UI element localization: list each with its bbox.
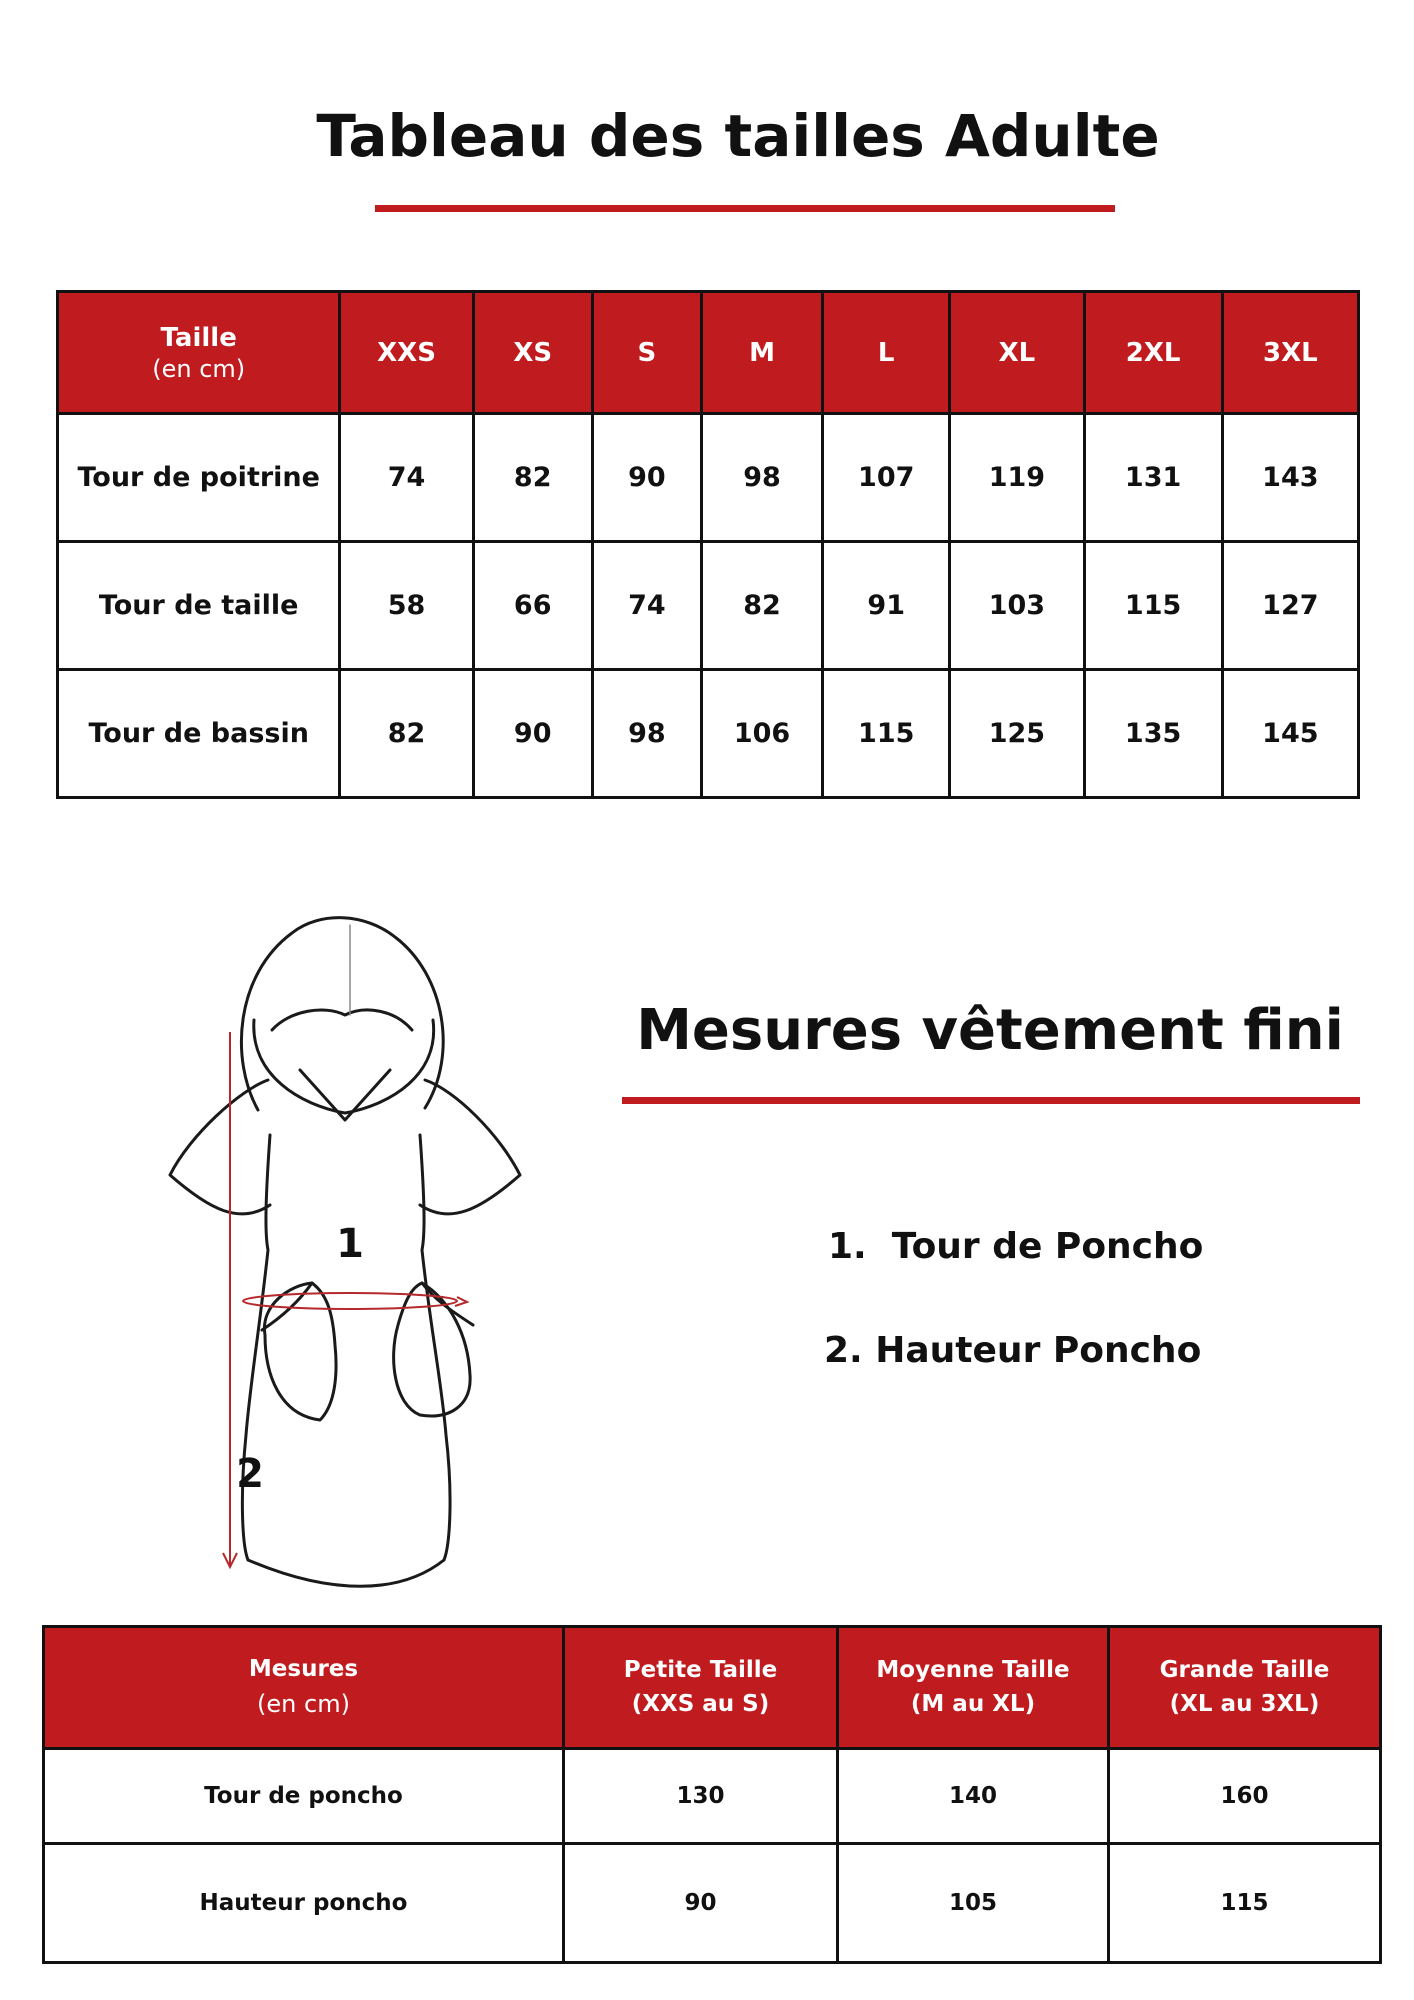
poncho-illustration-icon — [150, 905, 590, 1595]
table-cell: 90 — [592, 414, 701, 542]
header-column-range: (XXS au S) — [631, 1690, 770, 1717]
row-label: Tour de poncho — [44, 1749, 564, 1844]
table-cell: 105 — [838, 1844, 1109, 1963]
header-taille — [58, 292, 340, 414]
row-label: Tour de bassin — [58, 670, 340, 798]
table-cell: 135 — [1084, 670, 1222, 798]
page-title: Tableau des tailles Adulte — [316, 102, 1160, 170]
table-cell: 90 — [473, 670, 592, 798]
table-row — [58, 542, 1359, 670]
table-cell: 127 — [1222, 542, 1358, 670]
table-cell: 115 — [823, 670, 950, 798]
table-cell: 143 — [1222, 414, 1358, 542]
table-row — [44, 1844, 1381, 1963]
header-size: L — [823, 292, 950, 414]
table-cell: 74 — [340, 414, 473, 542]
table-cell: 107 — [823, 414, 950, 542]
size-chart-table — [56, 290, 1360, 799]
figure-label-1: 1 — [336, 1221, 364, 1267]
row-label: Hauteur poncho — [44, 1844, 564, 1963]
table-cell: 106 — [701, 670, 822, 798]
table-cell: 130 — [564, 1749, 838, 1844]
header-size: XXS — [340, 292, 473, 414]
table-cell: 131 — [1084, 414, 1222, 542]
header-size: M — [701, 292, 822, 414]
table-cell: 125 — [950, 670, 1084, 798]
header-column-range: (XL au 3XL) — [1169, 1690, 1320, 1717]
table-cell: 82 — [340, 670, 473, 798]
table-cell: 82 — [701, 542, 822, 670]
table-header-row — [58, 292, 1359, 414]
header-size: S — [592, 292, 701, 414]
table-row — [44, 1749, 1381, 1844]
row-label: Tour de taille — [58, 542, 340, 670]
poncho-measures-table — [42, 1625, 1382, 1964]
header-size: 2XL — [1084, 292, 1222, 414]
table-cell: 145 — [1222, 670, 1358, 798]
table-cell: 115 — [1109, 1844, 1381, 1963]
header-label: Mesures — [248, 1656, 359, 1683]
table-row — [58, 414, 1359, 542]
table-cell: 115 — [1084, 542, 1222, 670]
table-cell: 103 — [950, 542, 1084, 670]
table-cell: 58 — [340, 542, 473, 670]
header-petite-taille — [564, 1627, 838, 1749]
header-unit: (en cm) — [257, 1689, 350, 1718]
header-moyenne-taille — [838, 1627, 1109, 1749]
figure-label-2: 2 — [236, 1451, 264, 1497]
header-column-name: Petite Taille — [623, 1657, 778, 1684]
section-title-underline — [622, 1097, 1360, 1104]
table-row — [58, 670, 1359, 798]
header-grande-taille — [1109, 1627, 1381, 1749]
table-cell: 98 — [592, 670, 701, 798]
legend-item: 2. Hauteur Poncho — [824, 1330, 1202, 1371]
table-cell: 160 — [1109, 1749, 1381, 1844]
table-cell: 140 — [838, 1749, 1109, 1844]
table-cell: 119 — [950, 414, 1084, 542]
header-size: XS — [473, 292, 592, 414]
title-underline — [375, 205, 1115, 212]
table-cell: 74 — [592, 542, 701, 670]
header-size: 3XL — [1222, 292, 1358, 414]
header-label: Taille — [160, 322, 237, 353]
table-cell: 98 — [701, 414, 822, 542]
header-column-name: Moyenne Taille — [876, 1657, 1070, 1684]
row-label: Tour de poitrine — [58, 414, 340, 542]
legend-item: 1. Tour de Poncho — [828, 1226, 1204, 1267]
header-size: XL — [950, 292, 1084, 414]
table-cell: 82 — [473, 414, 592, 542]
table-cell: 90 — [564, 1844, 838, 1963]
header-unit: (en cm) — [152, 354, 246, 383]
table-cell: 66 — [473, 542, 592, 670]
section-title: Mesures vêtement fini — [636, 998, 1344, 1063]
table-cell: 91 — [823, 542, 950, 670]
header-column-range: (M au XL) — [910, 1690, 1036, 1717]
header-mesures — [44, 1627, 564, 1749]
table-header-row — [44, 1627, 1381, 1749]
header-column-name: Grande Taille — [1159, 1657, 1330, 1684]
